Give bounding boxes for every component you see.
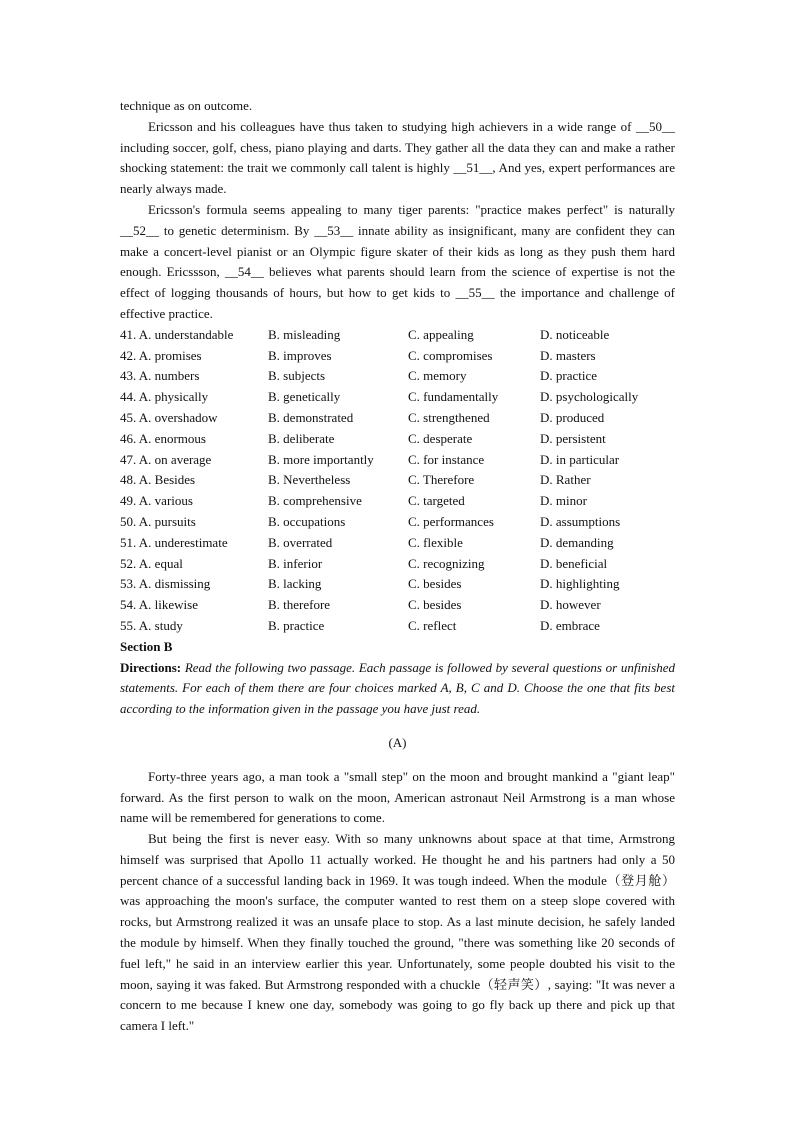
question-option-c: C. recognizing (408, 555, 485, 571)
question-row (120, 616, 675, 637)
question-option-b: B. overrated (268, 534, 333, 550)
question-row (120, 554, 675, 575)
question-option-c: C. reflect (408, 617, 457, 633)
question-option-a: 42. A. promises (120, 347, 202, 363)
directions-text: Read the following two passage. Each passage is followed by several questions or unfinished statements. For each of them there are four choices marked A, B, C and D. Choose the one that fits best according to the information given in the passage you have just read. (120, 659, 675, 717)
question-option-b: B. therefore (268, 597, 331, 613)
question-option-c: C. flexible (408, 534, 463, 550)
question-row (120, 387, 675, 408)
passage-paragraph-1: Ericsson and his colleagues have thus taken to studying high achievers in a wide range of __50__ including soccer, golf, chess, piano playing and darts. They gather all the data they can and make a rather shocking statement: the trait we commonly call talent is highly __51__, And yes, expert performances are nearly always made. (120, 118, 675, 197)
question-option-c: C. for instance (408, 451, 485, 467)
question-option-c: C. desperate (408, 430, 473, 446)
document-page (120, 96, 675, 1037)
question-option-d: D. embrace (540, 617, 600, 633)
question-row (120, 366, 675, 387)
question-option-d: D. noticeable (540, 326, 610, 342)
question-option-b: B. misleading (268, 326, 341, 342)
question-option-a: 51. A. underestimate (120, 534, 228, 550)
question-option-b: B. demonstrated (268, 409, 354, 425)
question-option-c: C. Therefore (408, 472, 475, 488)
question-option-c: C. performances (408, 513, 494, 529)
question-option-a: 50. A. pursuits (120, 513, 196, 529)
question-option-c: C. besides (408, 576, 462, 592)
question-option-d: D. beneficial (540, 555, 608, 571)
question-row (120, 325, 675, 346)
question-option-c: C. fundamentally (408, 389, 499, 405)
question-row (120, 512, 675, 533)
question-option-b: B. subjects (268, 368, 326, 384)
question-option-c: C. memory (408, 368, 467, 384)
question-option-c: C. compromises (408, 347, 493, 363)
question-option-b: B. practice (268, 617, 325, 633)
passage-line-0: technique as on outcome. (120, 98, 253, 113)
question-option-d: D. Rather (540, 472, 591, 488)
question-option-a: 43. A. numbers (120, 368, 200, 384)
question-option-a: 46. A. enormous (120, 430, 206, 446)
question-option-d: D. however (540, 597, 601, 613)
question-row (120, 346, 675, 367)
passage-a-paragraph-2: But being the first is never easy. With so many unknowns about space at that time, Armstrong himself was surprised that Apollo 11 actually worked. He thought he and his partners had only a 50 percent chance of a successful landing back in 1969. It was tough indeed. When the module（登月舱）was approaching the moon's surface, the computer wanted to rest them on a steep slope covered with rocks, but Armstrong realized it was an unsafe place to stop. As a last minute decision, he safely landed the module by himself. When they finally touched the ground, "there was something like 20 seconds of fuel left," he said in an interview earlier this year. Unfortunately, some people doubted his visit to the moon, saying it was faked. But Armstrong responded with a chuckle（轻声笑）, saying: "It was never a concern to me because I knew one day, somebody was going to go fly back up there and pick up that camera I left." (120, 831, 675, 1034)
question-option-c: C. besides (408, 597, 462, 613)
question-option-a: 48. A. Besides (120, 472, 196, 488)
question-option-c: C. targeted (408, 493, 465, 509)
question-option-d: D. demanding (540, 534, 614, 550)
question-row (120, 574, 675, 595)
question-option-a: 44. A. physically (120, 389, 209, 405)
question-option-b: B. occupations (268, 513, 346, 529)
passage-a-paragraph-1: Forty-three years ago, a man took a "small step" on the moon and brought mankind a "giant leap" forward. As the first person to walk on the moon, American astronaut Neil Armstrong is a man whose name will be remembered for generations to come. (120, 768, 675, 826)
question-row (120, 491, 675, 512)
passage-a-label: (A) (388, 734, 407, 750)
question-option-a: 52. A. equal (120, 555, 183, 571)
question-row (120, 429, 675, 450)
question-option-d: D. produced (540, 409, 605, 425)
question-row (120, 533, 675, 554)
question-option-a: 41. A. understandable (120, 326, 234, 342)
question-option-b: B. inferior (268, 555, 323, 571)
question-option-a: 47. A. on average (120, 451, 212, 467)
question-option-a: 49. A. various (120, 493, 193, 509)
question-option-a: 53. A. dismissing (120, 576, 211, 592)
question-row (120, 408, 675, 429)
question-option-a: 55. A. study (120, 617, 183, 633)
section-b-title: Section B (120, 638, 173, 654)
question-option-d: D. minor (540, 493, 587, 509)
question-option-d: D. persistent (540, 430, 606, 446)
question-option-d: D. assumptions (540, 513, 621, 529)
question-option-d: D. practice (540, 368, 598, 384)
question-option-d: D. masters (540, 347, 596, 363)
question-option-b: B. genetically (268, 389, 341, 405)
question-option-d: D. in particular (540, 451, 620, 467)
directions-label: Directions: (120, 659, 182, 675)
question-row (120, 470, 675, 491)
question-row (120, 595, 675, 616)
question-option-b: B. more importantly (268, 451, 374, 467)
cloze-options-table (120, 325, 675, 637)
question-option-b: B. deliberate (268, 430, 335, 446)
question-option-c: C. appealing (408, 326, 474, 342)
question-option-b: B. Nevertheless (268, 472, 351, 488)
question-option-a: 54. A. likewise (120, 597, 198, 613)
question-option-b: B. improves (268, 347, 332, 363)
passage-paragraph-2: Ericsson's formula seems appealing to many tiger parents: "practice makes perfect" is naturally __52__ to genetic determinism. By __53__ innate ability as insignificant, many are confident they can make a concert-level pianist or an Olympic figure skater of their kids as long as they push them hard enough. Ericssson, __54__ believes what parents should learn from the science of expertise is not the effect of logging thousands of hours, but how to get kids to __55__ the importance and challenge of effective practice. (120, 201, 675, 321)
question-option-c: C. strengthened (408, 409, 490, 425)
section-b-directions (120, 658, 675, 720)
question-option-a: 45. A. overshadow (120, 409, 218, 425)
question-option-d: D. psychologically (540, 389, 639, 405)
question-option-b: B. comprehensive (268, 493, 362, 509)
question-option-d: D. highlighting (540, 576, 620, 592)
question-option-b: B. lacking (268, 576, 322, 592)
question-row (120, 450, 675, 471)
